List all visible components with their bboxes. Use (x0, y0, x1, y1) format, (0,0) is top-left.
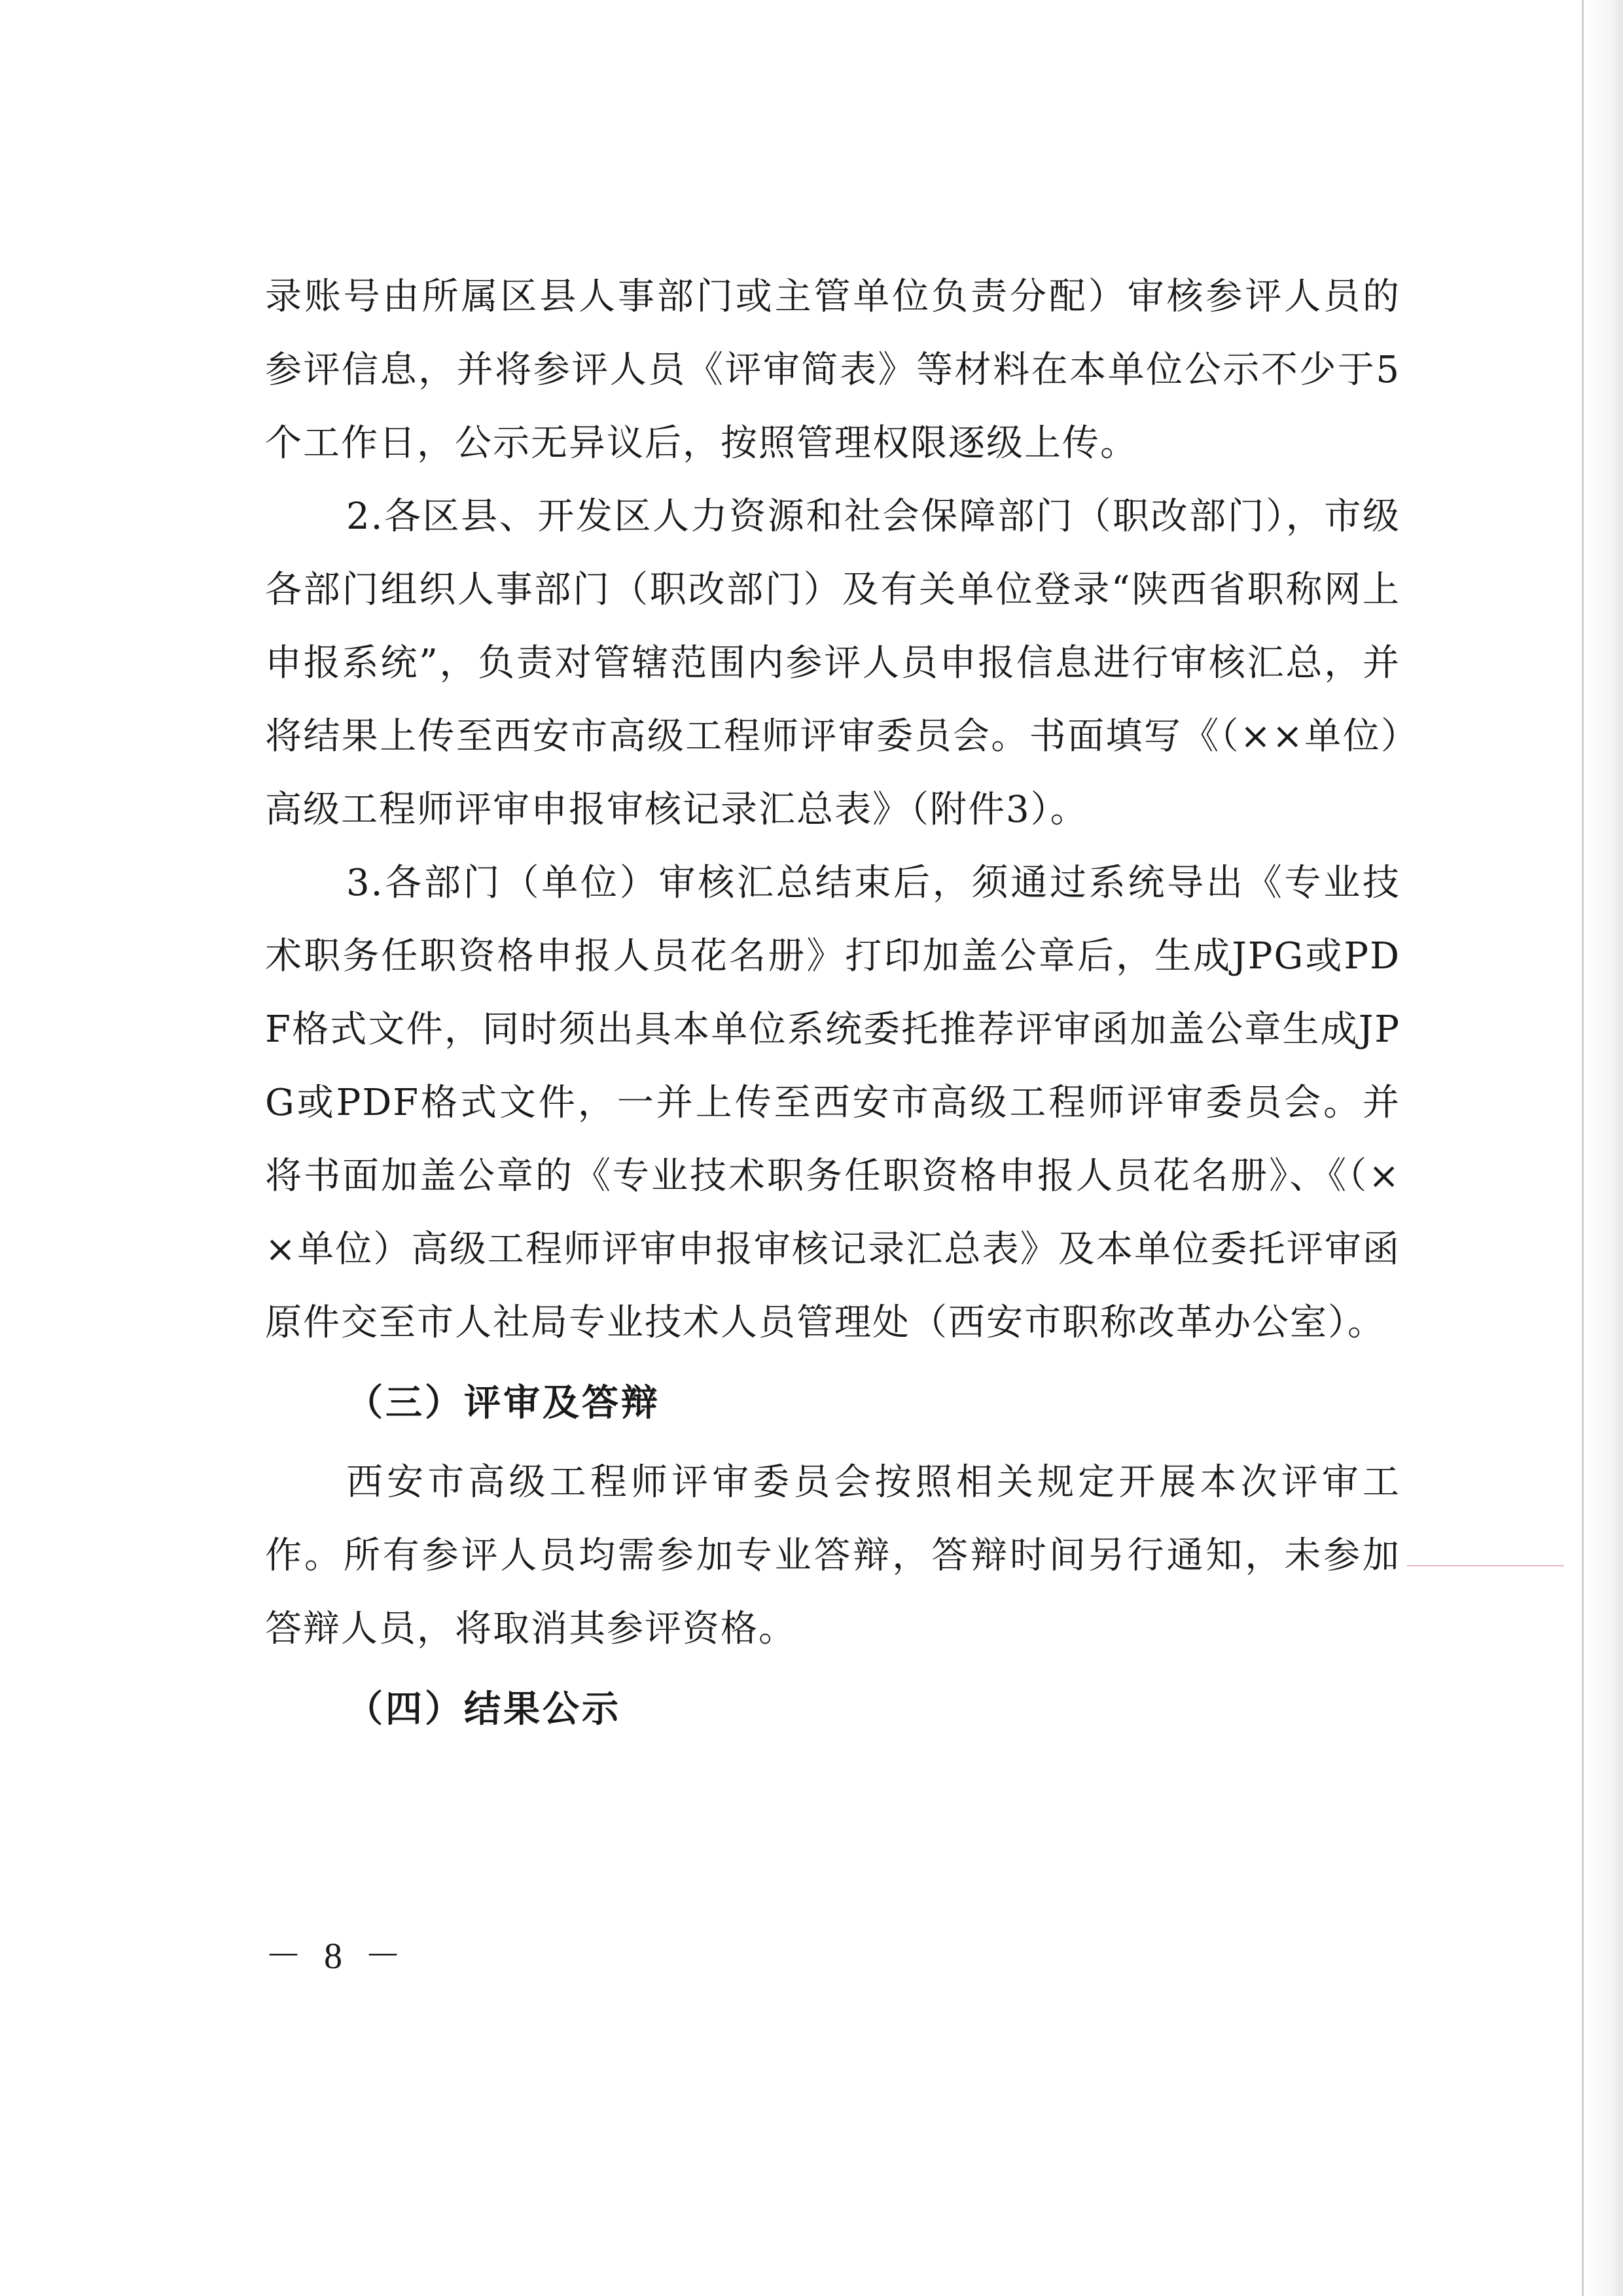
section-heading-review: （三）评审及答辩 (346, 1381, 660, 1424)
document-body (265, 260, 1400, 1752)
margin-mark-line (1407, 1565, 1564, 1566)
paragraph-item-3: 3.各部门（单位）审核汇总结束后，须通过系统导出《专业技术职务任职资格申报人员花名册》打印加盖公章后，生成JPG或PDF格式文件，同时须出具本单位系统委托推荐评审函加盖公章生成JPG或PDF格式文件，一并上传至西安市高级工程师评审委员会。并将书面加盖公章的《专业技术职务任职资格申报人员花名册》、《（××单位）高级工程师评审申报审核记录汇总表》及本单位委托评审函原件交至市人社局专业技术人员管理处（西安市职称改革办公室）。 (265, 862, 1400, 1344)
paragraph-review-body: 西安市高级工程师评审委员会按照相关规定开展本次评审工作。所有参评人员均需参加专业答辩，答辩时间另行通知，未参加答辩人员，将取消其参评资格。 (265, 1461, 1400, 1650)
section-heading-publicity: （四）结果公示 (346, 1687, 621, 1731)
paragraph-item-2: 2.各区县、开发区人力资源和社会保障部门（职改部门），市级各部门组织人事部门（职改部门）及有关单位登录“陕西省职称网上申报系统”，负责对管辖范围内参评人员申报信息进行审核汇总，并将结果上传至西安市高级工程师评审委员会。书面填写《（××单位）高级工程师评审申报审核记录汇总表》（附件3）。 (265, 495, 1400, 831)
page-number: － 8 － (265, 1936, 408, 1977)
page-edge-shadow (1582, 0, 1623, 2296)
paragraph-continued: 录账号由所属区县人事部门或主管单位负责分配）审核参评人员的参评信息，并将参评人员《评审简表》等材料在本单位公示不少于5个工作日，公示无异议后，按照管理权限逐级上传。 (265, 275, 1400, 465)
